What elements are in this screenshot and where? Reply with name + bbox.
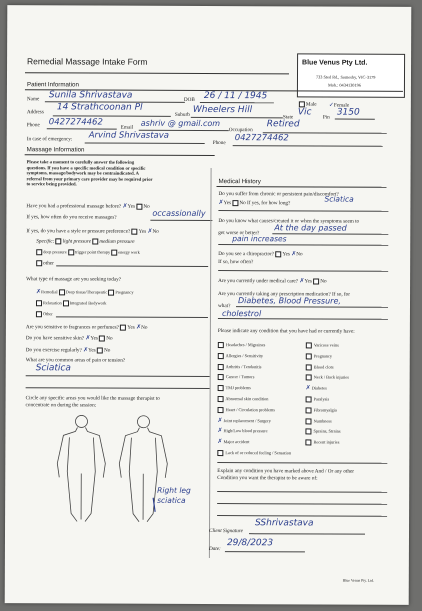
- chronic-answer: ✗Yes No If yes, for how long?: [218, 199, 291, 207]
- chronic-value: Sciatica: [324, 194, 354, 204]
- causes-value-2: pain increases: [232, 234, 287, 244]
- body-front-icon: [57, 415, 105, 521]
- section-massage: Massage Information: [26, 146, 85, 154]
- emergency-phone-label: Phone: [212, 140, 226, 147]
- prescription-value-2: cholestrol: [221, 309, 262, 319]
- q-chiropractor: Do you see a chiropractor? Yes ✗No: [218, 250, 303, 258]
- warning-text: Please take a moment to carefully answer the following questions. If you have a specific medical condition or specific symptoms, massage/bodywork may be contraindicated. A referral from your primary care provider may be required prior to service being provided.: [26, 159, 153, 187]
- other-pressure: other: [36, 260, 54, 266]
- company-mobile: Mob.: 0434130196: [327, 82, 361, 88]
- phone-label: Phone: [26, 122, 40, 129]
- section-medical: Medical History: [218, 178, 261, 186]
- q-prescription: Are you currently taking any prescription medication? If so, for what?: [217, 291, 351, 310]
- female-option[interactable]: ✓Female: [328, 101, 350, 109]
- emergency-value: Arvind Shrivastava: [88, 130, 170, 141]
- state-label: State: [282, 114, 294, 121]
- q-pain-areas: What are you common areas of pain or tension?: [25, 357, 126, 364]
- footer: Blue Venus Pty. Ltd.: [342, 578, 375, 583]
- address-value: 14 Strathcoonan Pl: [56, 102, 143, 113]
- q-how-often-label: If yes, how often do you receive massages?: [26, 214, 117, 221]
- type-other: Other: [36, 311, 53, 317]
- type-row-1: ✗Remedial Deep tissue/Therapeutic Pregnancy: [36, 288, 134, 296]
- email-label: Email: [120, 124, 134, 131]
- date-label: Date:: [208, 546, 221, 553]
- q-style-pressure: If yes, do you have a style or pressure preference? Yes ✗No: [26, 227, 159, 235]
- email-value: ashriv @ gmail.com: [140, 118, 221, 129]
- q-chronic: Do you suffer from chronic or persistent pain/discomfort?: [218, 191, 339, 198]
- q-medical-care: Are you currently under medical care? ✗Yes No: [218, 277, 327, 285]
- name-value: Sunila Shrivastava: [48, 90, 133, 101]
- explain-text: Explain any condition you have marked above And / Or any other Condition you want the therapist to be aware of:: [217, 468, 355, 482]
- form-title: Remedial Massage Intake Form: [27, 56, 148, 67]
- type-row-2: Relaxation Integrated Bodywork: [36, 300, 106, 306]
- signature-label: Client Signature: [209, 528, 243, 535]
- column-divider: [209, 168, 211, 558]
- body-diagram[interactable]: [51, 413, 181, 524]
- header-rule: [25, 72, 289, 74]
- suburb-label: Suburb: [174, 111, 190, 118]
- suburb-value: Wheelers Hill: [192, 104, 253, 116]
- emergency-label: In case of emergency:: [26, 136, 73, 143]
- emergency-phone-value: 0427274462: [234, 133, 289, 144]
- phone-value: 0427274462: [48, 117, 103, 128]
- q-skin: Do you have sensitive skin? ✗Yes No: [25, 334, 113, 342]
- date-value: 29/8/2023: [226, 538, 274, 549]
- state-value: Vic: [297, 107, 312, 118]
- q-exercise: Do you exercise regularly? ✗Yes No: [25, 346, 111, 354]
- q-conditions: Please indicate any condition that you have had or currently have:: [217, 328, 355, 335]
- section-patient: Patient Information: [26, 81, 79, 89]
- occupation-value: Retired: [266, 119, 300, 130]
- conditions-right: Varicose veins Pregnancy Blood clots Neck / Back injuries ✗ Diabetes Paralysis Fibromyalgia Numbness Sprains, Strains Recent injuries: [305, 342, 349, 445]
- company-address: 733 Sted Rd., Somesby, VIC-3179: [315, 74, 376, 80]
- body-note: Right leg sciatica: [157, 485, 191, 505]
- specific-row: Specific: light pressure medium pressure: [36, 238, 135, 245]
- dob-value: 26 / 11 / 1945: [203, 90, 268, 102]
- body-back-icon: [119, 416, 167, 522]
- intake-form-page: [5, 5, 412, 605]
- male-option[interactable]: Male: [299, 101, 317, 107]
- address-label: Address: [26, 109, 44, 116]
- pressure-row: deep pressure trigger point therapy energy work: [36, 249, 140, 255]
- pin-value: 3150: [336, 107, 360, 118]
- q-massage-type: What type of massage are you seeking today?: [26, 276, 122, 283]
- pain-areas-value: Sciatica: [35, 363, 71, 374]
- dob-label: DOB: [183, 96, 195, 103]
- pin-label: Pin: [322, 114, 330, 121]
- company-name: Blue Venus Pty Ltd.: [302, 59, 368, 67]
- q-causes: Do you know what causes/created it or when the symptoms seem to get worse or better?: [218, 218, 360, 237]
- how-often-value: occassionally: [152, 208, 206, 218]
- occupation-label: Occupation: [228, 127, 253, 134]
- q-fragrance: Are you sensitive to fragrances or perfumes? Yes ✗No: [25, 323, 148, 331]
- prescription-value-1: Diabetes, Blood Pressure,: [237, 296, 341, 306]
- name-label: Name: [26, 96, 40, 103]
- causes-value-1: At the day passed: [274, 223, 347, 233]
- conditions-left: Headaches / Migraines Allergies / Sensitivity Arthritis / Tendonitis Cancer / Tumors TMJ problems Abnormal skin condition Heart / Circulation problems ✗ Joint replacement / Surgery ✗ High/Low blood pressure ✗ Major accident Lack of or reduced feeling / Sensation: [217, 342, 292, 456]
- circle-instructions: Circle any specific areas you would like the massage therapist to concentrate on during the session:: [25, 395, 160, 409]
- chiro-how-often: If so, how often?: [218, 259, 254, 266]
- q-professional-massage: Have you had a professional massage before? ✗Yes No: [26, 202, 150, 210]
- signature-value: SShrivastava: [255, 518, 314, 529]
